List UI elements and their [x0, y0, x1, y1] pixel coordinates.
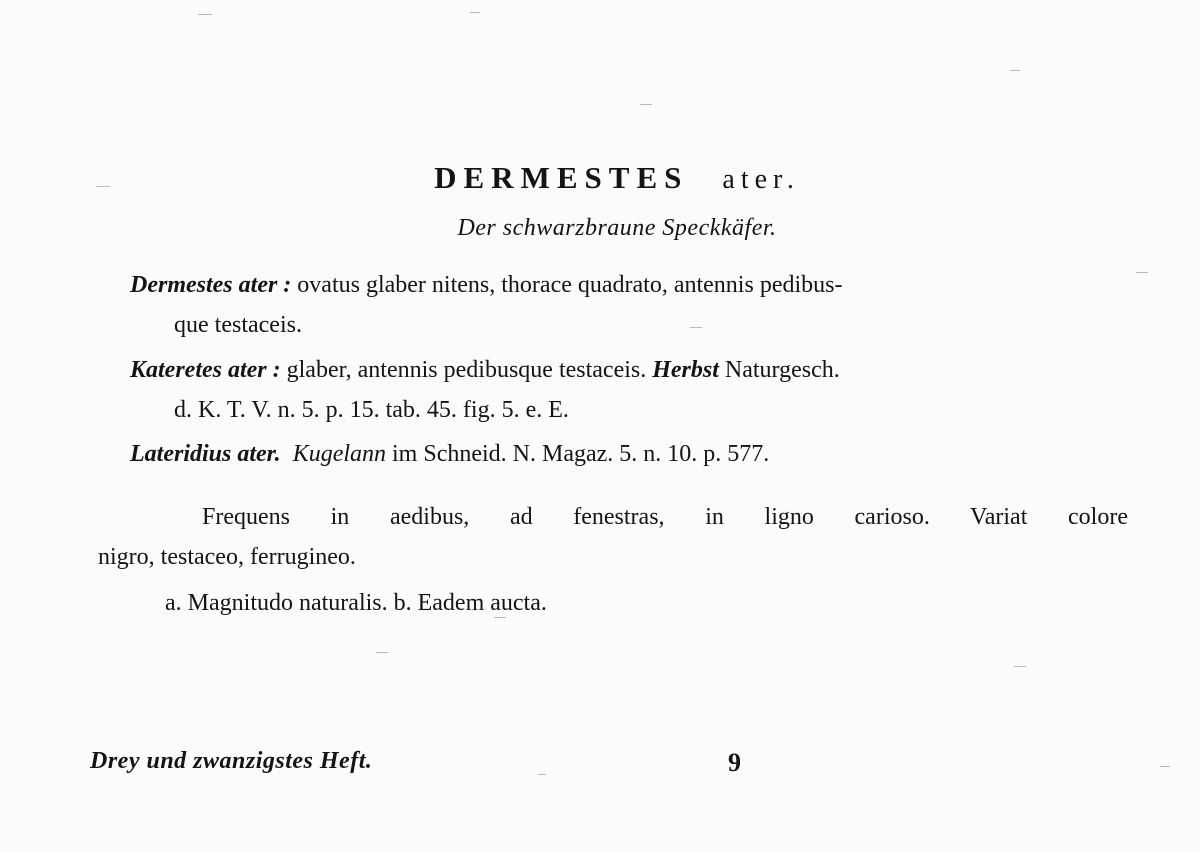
- synonym-entry: [130, 265, 1130, 345]
- synonym-line: [130, 434, 1130, 474]
- synonym-name: Lateridius ater.: [130, 441, 281, 467]
- synonym-name: Dermestes ater :: [130, 272, 292, 298]
- synonym-name: Kateretes ater :: [130, 357, 281, 383]
- synonym-continuation: que testaceis.: [174, 312, 302, 338]
- reference-text: Naturgesch.: [718, 357, 840, 383]
- paper-speck: [538, 774, 546, 775]
- synonym-line: [130, 265, 1130, 305]
- synonym-line: [130, 350, 1130, 390]
- paper-speck: [640, 104, 652, 105]
- synonym-continuation: d. K. T. V. n. 5. p. 15. tab. 45. fig. 5. e. E.: [174, 397, 569, 423]
- habitat-paragraph: [98, 497, 1128, 577]
- page-number: 9: [728, 748, 741, 777]
- paper-speck: [470, 12, 480, 13]
- paper-speck: [690, 327, 702, 328]
- species-name: ater.: [722, 164, 800, 195]
- synonym-entry: [130, 350, 1130, 430]
- paper-speck: [1010, 70, 1020, 71]
- synonym-entry: [130, 434, 1130, 474]
- synonym-text: ovatus glaber nitens, thorace quadrato, antennis pedibus-: [291, 272, 843, 298]
- paper-speck: [1136, 272, 1148, 273]
- genus-name: DERMESTES: [434, 160, 689, 195]
- paragraph-line: nigro, testaceo, ferrugineo.: [98, 544, 356, 570]
- figure-legend: a. Magnitudo naturalis. b. Eadem aucta.: [165, 590, 547, 616]
- paper-speck: [1160, 766, 1170, 767]
- paper-speck: [1014, 666, 1026, 667]
- german-common-name: Der schwarzbraune Speckkäfer.: [457, 215, 777, 241]
- paper-speck: [198, 14, 212, 15]
- author-name: Herbst: [652, 357, 719, 383]
- paper-speck: [494, 617, 506, 618]
- synonym-text: glaber, antennis pedibusque testaceis.: [280, 357, 653, 383]
- paper-speck: [376, 652, 388, 653]
- paper-speck: [96, 186, 110, 187]
- author-name: Kugelann: [292, 441, 387, 467]
- reference-text: im Schneid. N. Magaz. 5. n. 10. p. 577.: [386, 441, 770, 467]
- species-title: [0, 160, 1200, 196]
- signature-mark: Drey und zwanzigstes Heft.: [90, 748, 373, 774]
- paragraph-line: Frequens in aedibus, ad fenestras, in ligno carioso. Variat colore: [202, 504, 1128, 530]
